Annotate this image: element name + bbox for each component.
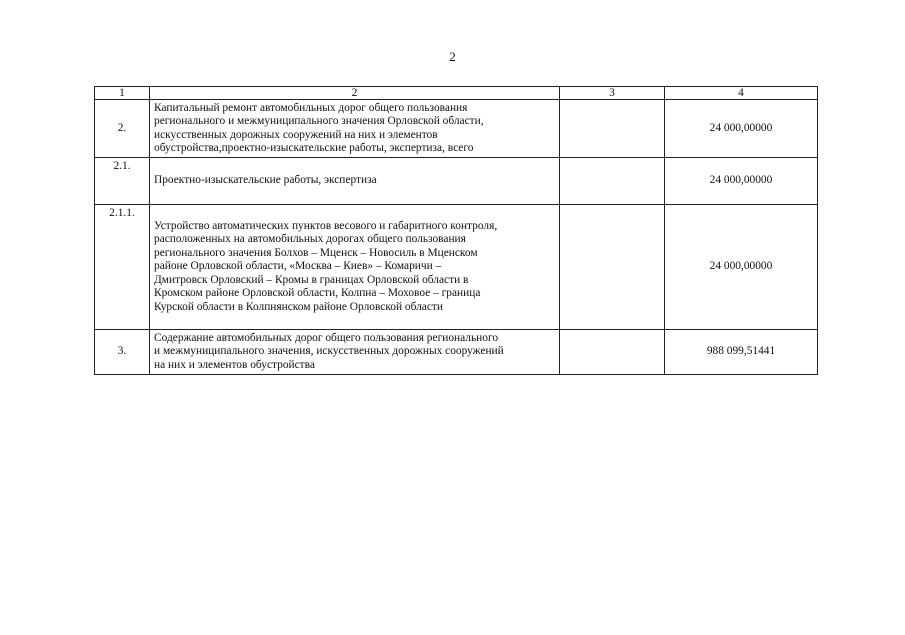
row-description xyxy=(150,330,560,375)
row-col3 xyxy=(560,205,665,330)
page-number: 2 xyxy=(449,49,456,64)
description-line: районе Орловской области, «Москва – Киев» – Комаричи – xyxy=(154,260,442,273)
row-description xyxy=(150,158,560,205)
description-line: расположенных на автомобильных дорогах общего пользования xyxy=(154,233,466,246)
header-cell-1: 1 xyxy=(95,87,150,100)
description-line: Проектно-изыскательские работы, экспертиза xyxy=(154,174,377,187)
row-col3 xyxy=(560,158,665,205)
description-line: регионального значения Болхов – Мценск – Новосиль в Мценском xyxy=(154,246,478,259)
header-cell-2: 2 xyxy=(150,87,560,100)
row-description xyxy=(150,100,560,158)
table-row xyxy=(95,158,818,205)
row-number: 3. xyxy=(95,330,150,375)
row-description xyxy=(150,205,560,330)
description-line: и межмуниципального значения, искусственных дорожных сооружений xyxy=(154,345,504,358)
header-cell-4: 4 xyxy=(665,87,818,100)
budget-table xyxy=(94,86,818,375)
row-number: 2.1. xyxy=(95,158,150,205)
table-row xyxy=(95,100,818,158)
table-row xyxy=(95,330,818,375)
row-col3 xyxy=(560,330,665,375)
description-line: обустройства,проектно-изыскательские работы, экспертиза, всего xyxy=(154,141,474,154)
row-col3 xyxy=(560,100,665,158)
description-line: Дмитровск Орловский – Кромы в границах Орловской области в xyxy=(154,273,469,286)
description-line: Капитальный ремонт автомобильных дорог общего пользования xyxy=(154,101,468,114)
row-number: 2.1.1. xyxy=(95,205,150,330)
description-line: Устройство автоматических пунктов весового и габаритного контроля, xyxy=(154,220,498,233)
row-amount: 24 000,00000 xyxy=(665,205,818,330)
row-amount: 988 099,51441 xyxy=(665,330,818,375)
table-row xyxy=(95,205,818,330)
description-line: Кромском районе Орловской области, Колпна – Моховое – граница xyxy=(154,287,481,300)
row-number: 2. xyxy=(95,100,150,158)
header-cell-3: 3 xyxy=(560,87,665,100)
row-amount: 24 000,00000 xyxy=(665,158,818,205)
description-line: на них и элементов обустройства xyxy=(154,358,315,371)
description-line: Курской области в Колпнянском районе Орловской области xyxy=(154,300,443,313)
table-header-row xyxy=(95,87,818,100)
row-amount: 24 000,00000 xyxy=(665,100,818,158)
description-line: регионального и межмуниципального значения Орловской области, xyxy=(154,115,484,128)
description-line: искусственных дорожных сооружений на них и элементов xyxy=(154,128,438,141)
description-line: Содержание автомобильных дорог общего пользования регионального xyxy=(154,331,499,344)
